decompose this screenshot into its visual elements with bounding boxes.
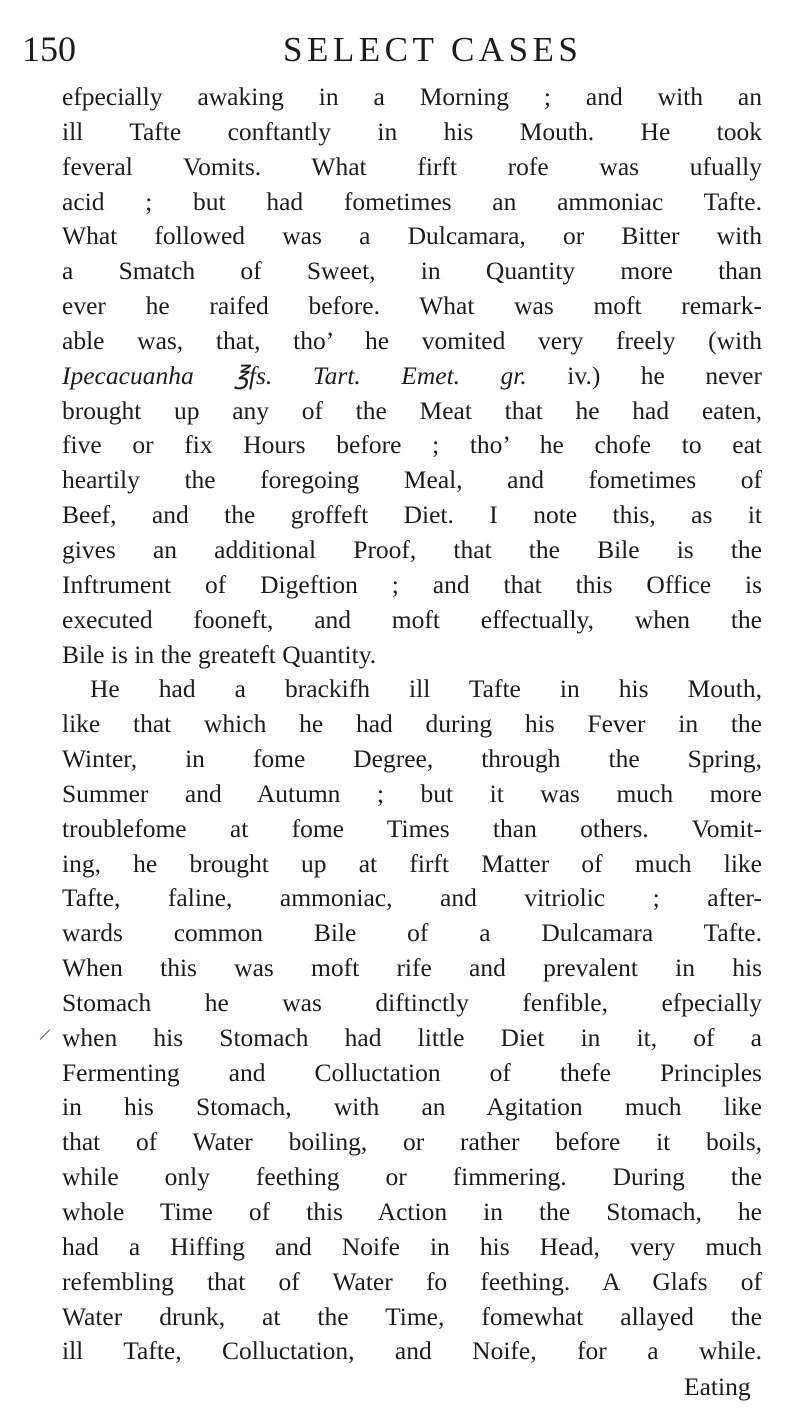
text-line [62, 1125, 762, 1160]
text-segment: whole Time of this Action in the Stomach, he [62, 1197, 762, 1226]
text-line [62, 742, 762, 777]
text-segment: What followed was a Dulcamara, or Bitter with [62, 221, 762, 251]
text-segment: ill Tafte, Colluctation, and Noife, for a while. [62, 1336, 762, 1366]
text-line [62, 394, 762, 429]
text-line [62, 568, 762, 603]
text-segment: Winter, in fome Degree, through the Spring, [62, 744, 762, 774]
text-segment: when his Stomach had little Diet in it, of a [62, 1022, 762, 1052]
text-segment: while only feething or fimmering. During the [62, 1162, 762, 1192]
text-segment: Tafte, faline, ammoniac, and vitriolic ; after- [62, 883, 762, 913]
text-line [62, 533, 762, 568]
text-segment: brought up any of the Meat that he had eaten, [62, 395, 762, 425]
text-line [62, 881, 762, 916]
text-line [62, 1265, 762, 1300]
text-line [62, 707, 762, 742]
text-line [62, 1334, 762, 1369]
text-line [62, 80, 762, 115]
text-segment: that of Water boiling, or rather before it boils, [62, 1127, 762, 1157]
text-segment: five or fix Hours before ; tho’ he chofe to eat [62, 430, 762, 460]
text-line [62, 428, 762, 463]
running-head: SELECT CASES [283, 30, 583, 69]
text-line [62, 498, 762, 533]
text-line [62, 289, 762, 324]
text-line [62, 1300, 762, 1335]
text-segment: iv.) he never [526, 360, 762, 390]
text-line [62, 812, 762, 847]
text-line [62, 324, 762, 359]
text-segment: feveral Vomits. What firft rofe was ufually [62, 151, 762, 181]
text-line [62, 254, 762, 289]
text-segment: Beef, and the groffeft Diet. I note this, as it [62, 500, 762, 530]
text-segment: a Smatch of Sweet, in Quantity more than [62, 256, 762, 286]
text-segment: He had a brackifh ill Tafte in his Mouth, [90, 674, 762, 704]
text-segment: Inftrument of Digeftion ; and that this Office is [62, 569, 762, 599]
text-line [62, 150, 762, 185]
text-segment: Water drunk, at the Time, fomewhat allayed the [62, 1301, 762, 1331]
text-segment: gives an additional Proof, that the Bile is the [62, 534, 762, 564]
text-segment: ever he raifed before. What was moft remark- [62, 291, 762, 321]
text-segment: Summer and Autumn ; but it was much more [62, 778, 762, 808]
text-line [62, 777, 762, 812]
text-segment: acid ; but had fometimes an ammoniac Tafte. [62, 186, 762, 216]
text-segment: wards common Bile of a Dulcamara Tafte. [62, 918, 762, 948]
text-line [62, 638, 762, 673]
text-line [62, 185, 762, 220]
body-text [62, 80, 762, 1369]
text-line [62, 1021, 762, 1056]
text-line [62, 603, 762, 638]
text-segment: ing, he brought up at firft Matter of much like [62, 848, 762, 878]
text-segment: heartily the foregoing Meal, and fometimes of [62, 465, 762, 495]
text-line [62, 951, 762, 986]
catchword: Eating [684, 1372, 751, 1401]
text-segment: Bile is in the greateft Quantity. [62, 639, 377, 669]
text-line [62, 1195, 762, 1230]
margin-mark [40, 1029, 51, 1040]
text-line [62, 1230, 762, 1265]
text-line [62, 115, 762, 150]
text-line [62, 1090, 762, 1125]
text-segment: efpecially awaking in a Morning ; and with an [62, 82, 762, 111]
text-segment: in his Stomach, with an Agitation much like [62, 1092, 762, 1122]
text-segment: refembling that of Water fo feething. A Glafs of [62, 1266, 762, 1296]
text-line [62, 359, 762, 394]
text-line [62, 847, 762, 882]
text-segment: troublefome at fome Times than others. Vomit- [62, 813, 762, 843]
text-line [62, 1056, 762, 1091]
text-segment: Fermenting and Colluctation of thefe Principles [62, 1057, 762, 1087]
text-segment: able was, that, tho’ he vomited very freely (with [62, 325, 762, 355]
text-segment: When this was moft rife and prevalent in his [62, 953, 762, 983]
text-segment: like that which he had during his Fever in the [62, 709, 762, 739]
text-line [62, 1160, 762, 1195]
text-segment: executed fooneft, and moft effectually, when the [62, 604, 762, 634]
text-line [62, 672, 762, 707]
text-segment: ill Tafte conftantly in his Mouth. He took [62, 116, 762, 146]
text-line [62, 986, 762, 1021]
page-number: 150 [22, 29, 76, 69]
text-segment: Stomach he was diftinctly fenfible, efpecially [62, 987, 762, 1017]
text-segment: had a Hiffing and Noife in his Head, very much [62, 1231, 762, 1261]
text-line [62, 463, 762, 498]
text-line [62, 219, 762, 254]
italic-segment: Ipecacuanha ℥fs. Tart. Emet. gr. [62, 360, 527, 390]
text-line [62, 916, 762, 951]
